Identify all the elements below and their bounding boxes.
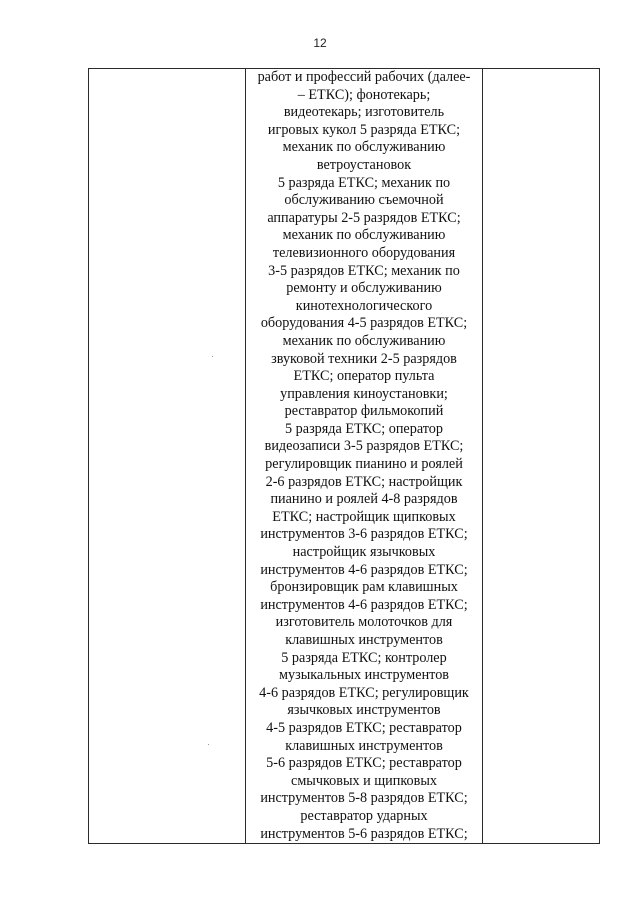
- text-line: работ и профессий рабочих (далее-: [257, 69, 471, 85]
- text-line: ремонту и обслуживанию: [286, 280, 442, 297]
- text-line: 5 разряда ЕТКС; контролер: [281, 649, 447, 666]
- left-cell: [89, 69, 246, 844]
- text-line: инструментов 3-6 разрядов ЕТКС;: [260, 526, 468, 543]
- text-line: изготовитель молоточков для: [275, 614, 453, 631]
- text-line: 2-6 разрядов ЕТКС; настройщик: [265, 473, 463, 490]
- text-line: клавишных инструментов: [285, 632, 443, 648]
- right-cell: [483, 69, 600, 844]
- text-line: бронзировщик рам клавишных: [270, 579, 458, 596]
- text-line: обслуживанию съемочной: [284, 192, 444, 209]
- middle-cell: [246, 69, 483, 844]
- text-line: оборудования 4-5 разрядов ЕТКС;: [260, 315, 468, 332]
- text-line: язычковых инструментов: [287, 702, 441, 719]
- text-line: – ЕТКС); фонотекарь;: [297, 86, 431, 103]
- text-line: телевизионного оборудования: [272, 244, 456, 261]
- text-line: инструментов 4-6 разрядов ЕТКС;: [260, 561, 468, 578]
- text-line: кинотехнологического: [295, 297, 433, 314]
- text-line: инструментов 5-8 разрядов ЕТКС;: [260, 790, 468, 807]
- text-line: механик по обслуживанию: [282, 227, 446, 244]
- text-line: инструментов 4-6 разрядов ЕТКС;: [260, 596, 468, 613]
- text-line: регулировщик пианино и роялей: [265, 456, 463, 473]
- text-line: механик по обслуживанию: [282, 139, 446, 156]
- scan-speck: [208, 744, 209, 745]
- scan-speck: [212, 356, 213, 357]
- text-line: видеозаписи 3-5 разрядов ЕТКС;: [264, 438, 464, 455]
- text-line: реставратор ударных: [300, 807, 428, 824]
- text-line: реставратор фильмокопий: [284, 403, 444, 420]
- middle-cell-text: [242, 69, 486, 843]
- text-line: смычковых и щипковых: [291, 772, 437, 789]
- text-line: механик по обслуживанию: [282, 332, 446, 349]
- text-line: ЕТКС; оператор пульта: [293, 368, 435, 385]
- text-line: 4-6 разрядов ЕТКС; регулировщик: [259, 684, 469, 701]
- text-line: музыкальных инструментов: [279, 667, 449, 684]
- text-line: 5-6 разрядов ЕТКС; реставратор: [266, 755, 462, 772]
- text-line: аппаратуры 2-5 разрядов ЕТКС;: [267, 209, 461, 226]
- text-line: клавишных инструментов: [285, 737, 443, 754]
- text-line: видеотекарь; изготовитель: [283, 104, 445, 121]
- text-line: 4-5 разрядов ЕТКС; реставратор: [266, 719, 462, 736]
- document-table: [88, 68, 600, 844]
- text-line: звуковой техники 2-5 разрядов: [271, 350, 457, 367]
- table-row: [89, 69, 600, 844]
- text-line: пианино и роялей 4-8 разрядов: [270, 491, 458, 508]
- text-line: управления киноустановки;: [280, 385, 448, 402]
- text-line: 5 разряда ЕТКС; механик по: [277, 174, 451, 191]
- text-line: ветроустановок: [316, 156, 412, 173]
- text-line: 5 разряда ЕТКС; оператор: [285, 420, 443, 437]
- text-line: настройщик язычковых: [292, 544, 436, 561]
- text-line: инструментов 5-6 разрядов ЕТКС;: [260, 825, 468, 842]
- text-line: ЕТКС; настройщик щипковых: [272, 508, 456, 525]
- text-line: 3-5 разрядов ЕТКС; механик по: [268, 262, 460, 279]
- page-number: 12: [313, 36, 327, 50]
- text-line: игровых кукол 5 разряда ЕТКС;: [267, 121, 461, 138]
